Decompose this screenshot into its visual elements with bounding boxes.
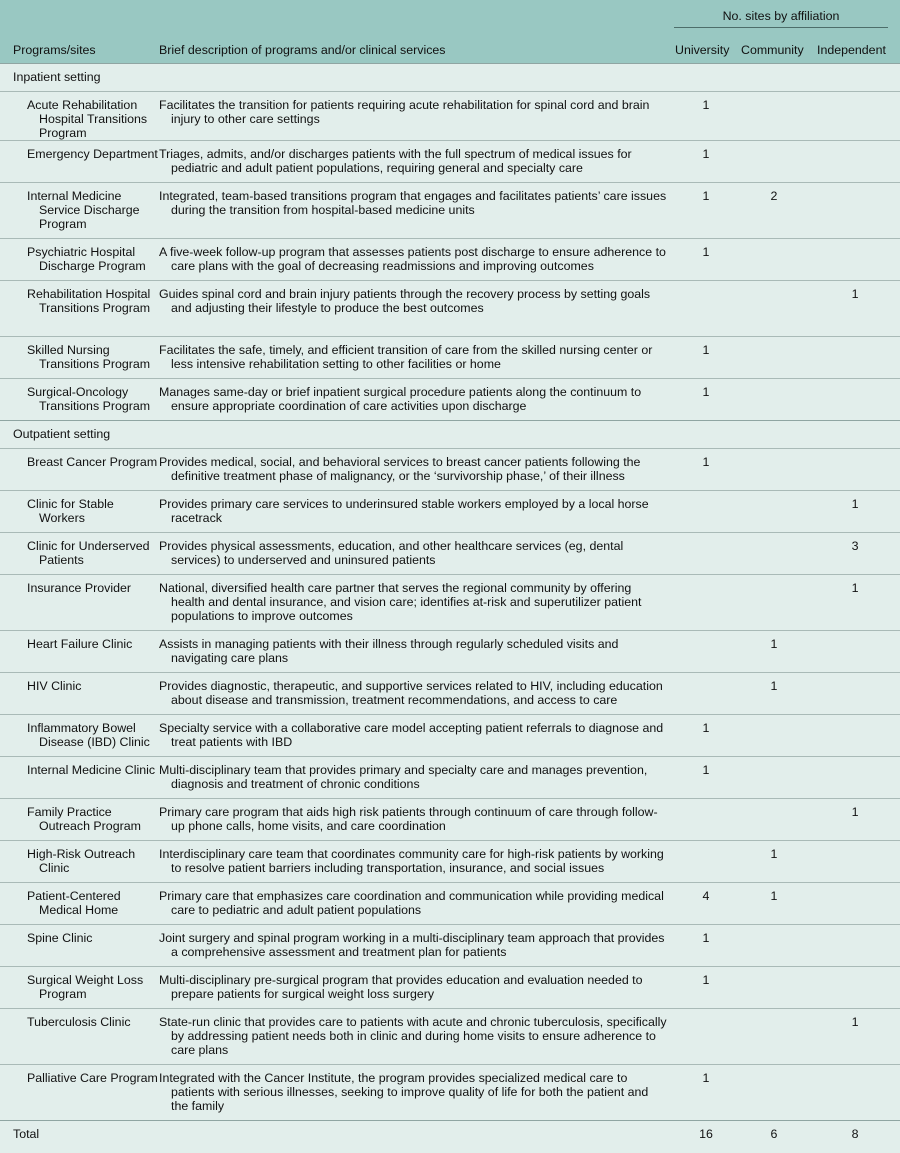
university-count: 1 [674,715,738,757]
table-row [0,449,900,491]
program-name-cell [0,925,159,967]
program-name: Acute Rehabilitation Hospital Transitions Program [27,98,159,140]
total-university: 16 [674,1121,738,1153]
independent-count [810,631,900,673]
affiliation-group-header: No. sites by affiliation [674,9,888,23]
table-row [0,757,900,799]
description-cell [159,925,674,967]
program-name-cell [0,757,159,799]
program-name-cell [0,799,159,841]
table-row [0,1009,900,1065]
table-header [0,0,900,63]
program-description: Multi-disciplinary pre-surgical program that provides education and evaluation needed to prepare patients for surgical weight loss surgery [159,973,668,1001]
program-name: Patient-Centered Medical Home [27,889,159,917]
university-count: 1 [674,757,738,799]
program-name: Internal Medicine Clinic [27,763,159,777]
table-row [0,183,900,239]
independent-count: 1 [810,491,900,533]
program-name-cell [0,449,159,491]
description-cell [159,673,674,715]
program-name-cell [0,281,159,337]
independent-count [810,883,900,925]
description-cell [159,757,674,799]
community-count [738,757,810,799]
table-row [0,575,900,631]
independent-count [810,841,900,883]
community-count [738,141,810,183]
table-row [0,673,900,715]
inpatient-section-row [0,64,900,92]
program-name: Family Practice Outreach Program [27,805,159,833]
description-cell [159,379,674,421]
program-name: HIV Clinic [27,679,159,693]
program-name: Surgical Weight Loss Program [27,973,159,1001]
program-description: Provides primary care services to underinsured stable workers employed by a local horse racetrack [159,497,668,525]
total-community: 6 [738,1121,810,1153]
table-row [0,533,900,575]
program-name: Skilled Nursing Transitions Program [27,343,159,371]
independent-count [810,449,900,491]
community-count: 2 [738,183,810,239]
university-count: 1 [674,183,738,239]
independent-count: 1 [810,281,900,337]
table-body [0,63,900,1153]
community-count: 1 [738,631,810,673]
outpatient-section-row [0,421,900,449]
program-name: Tuberculosis Clinic [27,1015,159,1029]
table-row [0,715,900,757]
table-row [0,799,900,841]
community-count [738,281,810,337]
description-cell [159,533,674,575]
independent-count [810,673,900,715]
table-row [0,141,900,183]
table-row [0,239,900,281]
description-cell [159,281,674,337]
university-count: 1 [674,92,738,141]
section-label: Inpatient setting [0,64,900,92]
independent-count: 1 [810,1009,900,1065]
university-count [674,673,738,715]
program-name-cell [0,183,159,239]
program-name-cell [0,673,159,715]
program-name: Surgical-Oncology Transitions Program [27,385,159,413]
program-description: Provides diagnostic, therapeutic, and supportive services related to HIV, including education about disease and transmission, treatment recommendations, and access to care [159,679,668,707]
table-row [0,1065,900,1121]
program-description: A five-week follow-up program that assesses patients post discharge to ensure adherence to care plans with the goal of decreasing readmissions and improving outcomes [159,245,668,273]
university-count [674,491,738,533]
community-count [738,1009,810,1065]
program-description: Interdisciplinary care team that coordinates community care for high-risk patients by working to resolve patient barriers including transportation, insurance, and social issues [159,847,668,875]
independent-count [810,183,900,239]
independent-count [810,967,900,1009]
program-description: Integrated, team-based transitions program that engages and facilitates patients’ care issues during the transition from hospital-based medicine units [159,189,668,217]
table-row [0,491,900,533]
program-description: Triages, admits, and/or discharges patients with the full spectrum of medical issues for pediatric and adult patient populations, requiring general and specialty care [159,147,668,175]
program-name: Rehabilitation Hospital Transitions Program [27,287,159,315]
program-description: Provides physical assessments, education, and other healthcare services (eg, dental services) to underserved and uninsured patients [159,539,668,567]
program-description: Guides spinal cord and brain injury patients through the recovery process by setting goals and adjusting their lifestyle to produce the best outcomes [159,287,668,315]
university-count [674,575,738,631]
university-count [674,631,738,673]
description-cell [159,337,674,379]
community-count [738,575,810,631]
community-count [738,1065,810,1121]
program-name: Emergency Department [27,147,159,161]
description-cell [159,631,674,673]
program-description: Provides medical, social, and behavioral services to breast cancer patients following the definitive treatment phase of malignancy, or the ‘survivorship phase,’ of their illness [159,455,668,483]
program-name: Breast Cancer Program [27,455,159,469]
university-count: 1 [674,449,738,491]
program-description: Multi-disciplinary team that provides primary and specialty care and manages prevention, diagnosis and treatment of chronic conditions [159,763,668,791]
table-row [0,841,900,883]
program-description: State-run clinic that provides care to patients with acute and chronic tuberculosis, specifically by addressing patient needs both in clinic and during home visits to ensure adherence to care plans [159,1015,668,1057]
university-count: 1 [674,967,738,1009]
table-row [0,281,900,337]
program-name-cell [0,491,159,533]
university-count: 1 [674,337,738,379]
description-cell [159,575,674,631]
program-name-cell [0,883,159,925]
program-name: Palliative Care Program [27,1071,159,1085]
program-name: Inflammatory Bowel Disease (IBD) Clinic [27,721,159,749]
program-name-cell [0,92,159,141]
description-cell [159,1009,674,1065]
university-count: 1 [674,141,738,183]
program-description: Integrated with the Cancer Institute, the program provides specialized medical care to patients with serious illnesses, seeking to improve quality of life for both the patient and the family [159,1071,668,1113]
community-count [738,715,810,757]
description-cell [159,841,674,883]
program-name-cell [0,1009,159,1065]
program-name: Psychiatric Hospital Discharge Program [27,245,159,273]
total-independent: 8 [810,1121,900,1153]
description-cell [159,967,674,1009]
community-count [738,491,810,533]
program-name: Clinic for Stable Workers [27,497,159,525]
independent-count: 3 [810,533,900,575]
description-cell [159,183,674,239]
section-label: Outpatient setting [0,421,900,449]
description-cell [159,449,674,491]
program-description: Facilitates the transition for patients requiring acute rehabilitation for spinal cord and brain injury to other care settings [159,98,668,126]
community-count [738,379,810,421]
description-cell [159,491,674,533]
description-cell [159,1065,674,1121]
independent-count [810,92,900,141]
program-name: Clinic for Underserved Patients [27,539,159,567]
program-name-cell [0,575,159,631]
community-count [738,533,810,575]
table-row [0,337,900,379]
col-header-university: University [675,43,729,57]
community-count [738,967,810,1009]
description-cell [159,239,674,281]
community-count [738,239,810,281]
table-row [0,925,900,967]
table-row [0,631,900,673]
description-cell [159,883,674,925]
independent-count [810,925,900,967]
independent-count [810,337,900,379]
description-cell [159,92,674,141]
program-name-cell [0,141,159,183]
university-count: 1 [674,239,738,281]
program-name-cell [0,337,159,379]
col-header-independent: Independent [817,43,886,57]
university-count [674,799,738,841]
community-count: 1 [738,883,810,925]
header-rule [674,27,888,28]
program-name: High-Risk Outreach Clinic [27,847,159,875]
independent-count [810,1065,900,1121]
program-name-cell [0,841,159,883]
program-name-cell [0,967,159,1009]
university-count [674,533,738,575]
col-header-program: Programs/sites [13,43,96,57]
independent-count [810,757,900,799]
description-cell [159,799,674,841]
program-name: Internal Medicine Service Discharge Program [27,189,159,231]
program-description: Manages same-day or brief inpatient surgical procedure patients along the continuum to ensure appropriate coordination of care activities upon discharge [159,385,668,413]
program-name: Insurance Provider [27,581,159,595]
program-name: Spine Clinic [27,931,159,945]
program-name: Heart Failure Clinic [27,637,159,651]
community-count [738,799,810,841]
university-count [674,841,738,883]
program-name-cell [0,239,159,281]
independent-count: 1 [810,575,900,631]
program-description: Facilitates the safe, timely, and efficient transition of care from the skilled nursing center or less intensive rehabilitation setting to other facilities or home [159,343,668,371]
university-count [674,281,738,337]
community-count [738,925,810,967]
table-row [0,92,900,141]
university-count [674,1009,738,1065]
community-count [738,449,810,491]
program-description: Primary care that emphasizes care coordination and communication while providing medical care to pediatric and adult patient populations [159,889,668,917]
independent-count [810,379,900,421]
description-cell [159,715,674,757]
university-count: 1 [674,925,738,967]
program-description: Specialty service with a collaborative care model accepting patient referrals to diagnose and treat patients with IBD [159,721,668,749]
program-description: Assists in managing patients with their illness through regularly scheduled visits and navigating care plans [159,637,668,665]
program-name-cell [0,1065,159,1121]
community-count [738,92,810,141]
independent-count [810,715,900,757]
program-name-cell [0,379,159,421]
program-description: Primary care program that aids high risk patients through continuum of care through follow-up phone calls, home visits, and care coordination [159,805,668,833]
university-count: 4 [674,883,738,925]
university-count: 1 [674,1065,738,1121]
independent-count [810,239,900,281]
program-description: Joint surgery and spinal program working in a multi-disciplinary team approach that provides a comprehensive assessment and treatment plan for patients [159,931,668,959]
total-label: Total [0,1121,674,1153]
table-row [0,379,900,421]
independent-count [810,141,900,183]
total-row [0,1121,900,1153]
col-header-description: Brief description of programs and/or clinical services [159,43,445,57]
university-count: 1 [674,379,738,421]
program-name-cell [0,533,159,575]
program-name-cell [0,715,159,757]
table-row [0,883,900,925]
program-description: National, diversified health care partner that serves the regional community by offering health and dental insurance, and vision care; identifies at-risk and superutilizer patient populations to improve outcomes [159,581,668,623]
independent-count: 1 [810,799,900,841]
community-count: 1 [738,841,810,883]
community-count: 1 [738,673,810,715]
table-row [0,967,900,1009]
description-cell [159,141,674,183]
col-header-community: Community [741,43,804,57]
community-count [738,337,810,379]
program-name-cell [0,631,159,673]
